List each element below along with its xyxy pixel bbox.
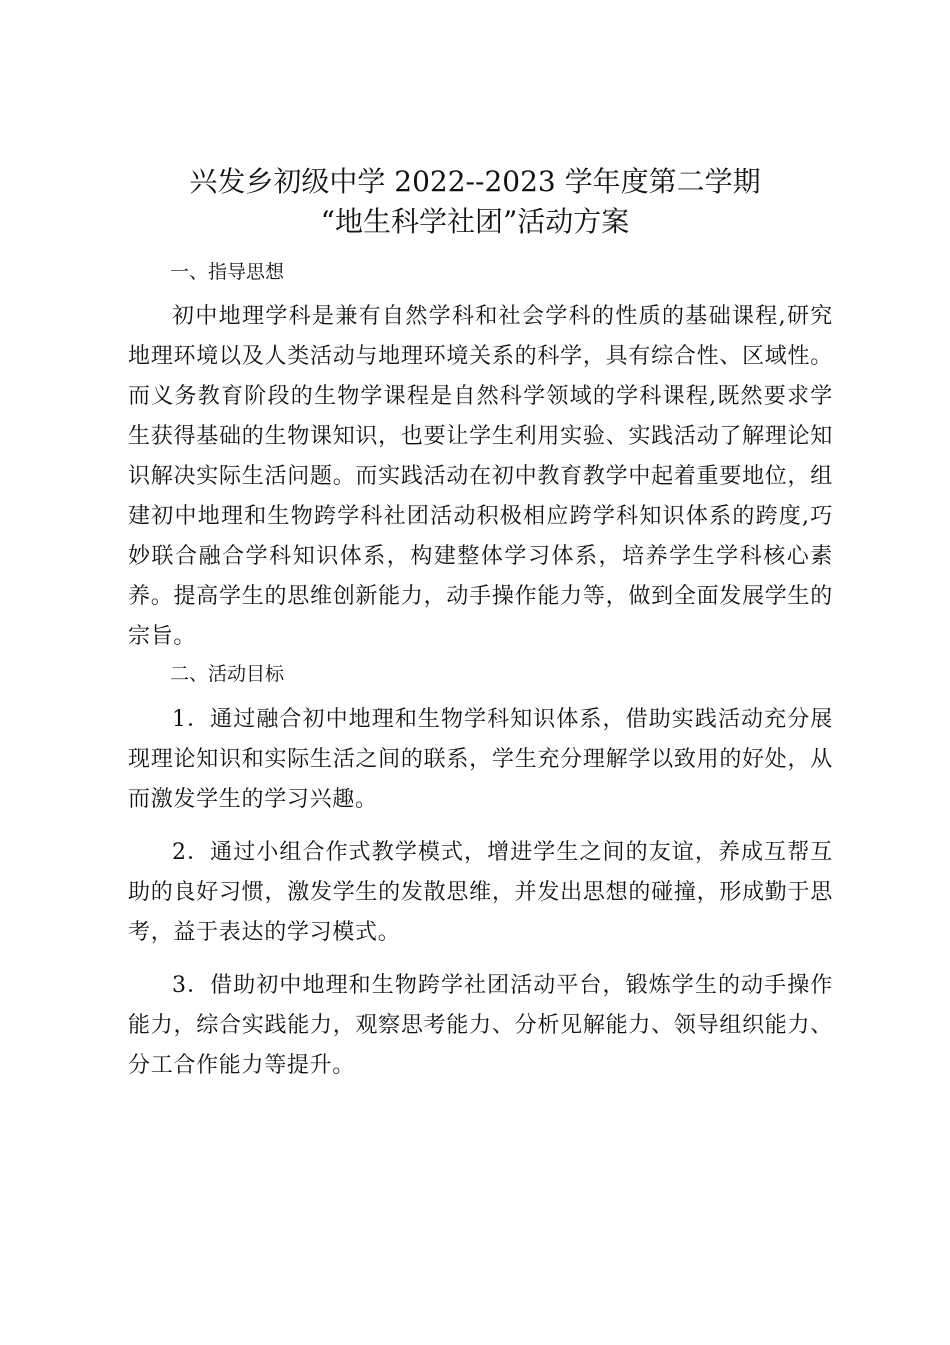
- paragraph-goal-1: 1．通过融合初中地理和生物学科知识体系，借助实践活动充分展现理论知识和实际生活之间的联系，学生充分理解学以致用的好处，从而激发学生的学习兴趣。: [128, 707, 833, 812]
- paragraph-guiding-ideology: 初中地理学科是兼有自然学科和社会学科的性质的基础课程,研究地理环境以及人类活动与地理环境关系的科学，具有综合性、区域性。而义务教育阶段的生物学课程是自然科学领域的学科课程,既然要求学生获得基础的生物课知识，也要让学生利用实验、实践活动了解理论知识解决实际生活问题。而实践活动在初中教育教学中起着重要地位，组建初中地理和生物跨学科社团活动积极相应跨学科知识体系的跨度,巧妙联合融合学科知识体系，构建整体学习体系，培养学生学科核心素养。提高学生的思维创新能力，动手操作能力等，做到全面发展学生的宗旨。: [128, 304, 833, 649]
- document-title-line-2: “地生科学社团”活动方案: [320, 205, 630, 238]
- section-heading-activity-goals: 二、活动目标: [170, 663, 285, 685]
- document-title-line-1: 兴发乡初级中学 2022--2023 学年度第二学期: [189, 165, 761, 198]
- paragraph-goal-2: 2．通过小组合作式教学模式，增进学生之间的友谊，养成互帮互助的良好习惯，激发学生的发散思维，并发出思想的碰撞，形成勤于思考，益于表达的学习模式。: [128, 840, 833, 945]
- paragraph-goal-3: 3．借助初中地理和生物跨学社团活动平台，锻炼学生的动手操作能力，综合实践能力，观察思考能力、分析见解能力、领导组织能力、分工合作能力等提升。: [128, 973, 833, 1078]
- section-heading-guiding-ideology: 一、指导思想: [170, 261, 285, 283]
